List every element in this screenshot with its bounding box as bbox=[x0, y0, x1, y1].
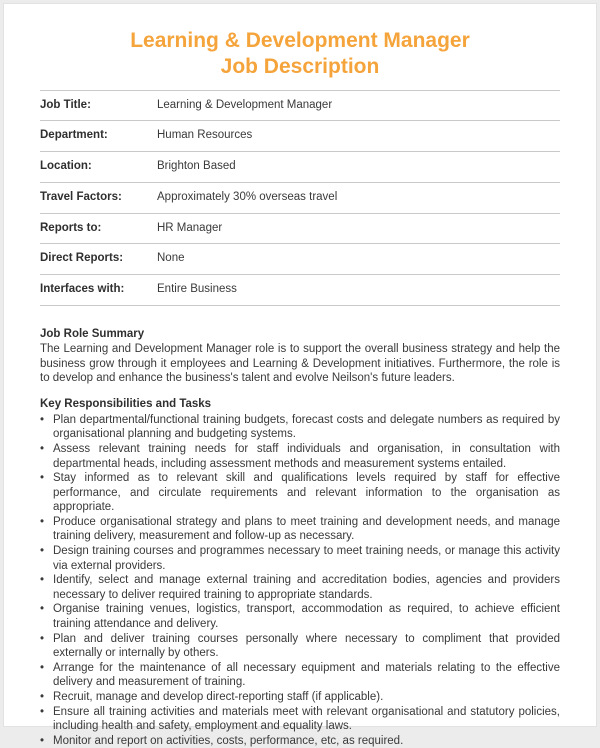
detail-label: Department: bbox=[40, 129, 108, 142]
list-item bbox=[40, 544, 560, 573]
list-item bbox=[40, 573, 560, 602]
list-item bbox=[40, 442, 560, 471]
detail-row bbox=[40, 275, 560, 306]
detail-value: Human Resources bbox=[157, 129, 253, 142]
detail-label: Direct Reports: bbox=[40, 252, 124, 265]
summary-paragraph: The Learning and Development Manager role is to support the overall business strategy and help the business grow through it employees and Learning & Development initiatives. Furthermore, the role is to develop and enhance the business's talent and evolve Neilson's future leaders. bbox=[40, 343, 560, 385]
document-title bbox=[40, 28, 560, 81]
detail-value: Approximately 30% overseas travel bbox=[157, 190, 338, 203]
list-item bbox=[40, 690, 560, 705]
detail-row bbox=[40, 244, 560, 275]
bullet-text: • Organise training venues, logistics, transport, accommodation as required, to achieve efficient training attendance and delivery. bbox=[53, 603, 560, 631]
bullet-text: • Ensure all training activities and materials meet with relevant organisational and statutory policies, including health and safety, employment and equality laws. bbox=[53, 705, 560, 733]
detail-label: Interfaces with: bbox=[40, 283, 125, 296]
document-title-line2: Job Description bbox=[220, 55, 380, 79]
detail-row bbox=[40, 121, 560, 152]
detail-value: Entire Business bbox=[157, 283, 237, 296]
responsibilities-heading: Key Responsibilities and Tasks bbox=[40, 397, 212, 410]
job-details-table bbox=[40, 90, 560, 307]
list-item bbox=[40, 661, 560, 690]
list-item bbox=[40, 705, 560, 734]
list-item bbox=[40, 471, 560, 515]
bullet-text: • Identify, select and manage external training and accreditation bodies, agencies and providers necessary to deliver required training to appropriate standards. bbox=[53, 574, 560, 601]
detail-label: Travel Factors: bbox=[40, 190, 122, 203]
detail-value: Learning & Development Manager bbox=[157, 98, 333, 111]
detail-label: Job Title: bbox=[40, 98, 91, 111]
detail-label: Location: bbox=[40, 160, 92, 173]
responsibilities-list bbox=[40, 413, 560, 748]
list-item bbox=[40, 413, 560, 442]
detail-row bbox=[40, 214, 560, 245]
detail-row bbox=[40, 183, 560, 214]
document-title-line1: Learning & Development Manager bbox=[130, 29, 470, 52]
bullet-text: • Recruit, manage and develop direct-reporting staff (if applicable). bbox=[53, 691, 384, 704]
list-item bbox=[40, 632, 560, 661]
list-item bbox=[40, 515, 560, 544]
bullet-text: • Assess relevant training needs for staff individuals and organisation, in consultation with departmental heads, including assessment methods and measurement systems entailed. bbox=[53, 442, 560, 470]
bullet-text: • Arrange for the maintenance of all necessary equipment and materials relating to the effective delivery and measurement of training. bbox=[53, 661, 560, 689]
detail-row bbox=[40, 152, 560, 183]
list-item bbox=[40, 602, 560, 631]
detail-row bbox=[40, 91, 560, 122]
detail-value: Brighton Based bbox=[157, 160, 236, 173]
responsibilities-section bbox=[40, 397, 560, 748]
job-role-summary-section bbox=[40, 327, 560, 386]
detail-value: None bbox=[157, 252, 185, 265]
document-page bbox=[3, 3, 597, 747]
bullet-text: • Design training courses and programmes necessary to meet training needs, or manage this activity via external providers. bbox=[53, 545, 560, 572]
bullet-text: • Plan and deliver training courses personally where necessary to compliment that provided externally or internally by others. bbox=[53, 632, 560, 660]
summary-heading: Job Role Summary bbox=[40, 328, 145, 341]
bullet-text: • Produce organisational strategy and plans to meet training and development needs, and manage training delivery, measurement and follow-up as necessary. bbox=[53, 515, 560, 543]
bullet-text: • Plan departmental/functional training budgets, forecast costs and delegate numbers as required by organisational planning and budgeting systems. bbox=[53, 413, 560, 441]
detail-value: HR Manager bbox=[157, 221, 223, 234]
detail-label: Reports to: bbox=[40, 221, 102, 234]
list-item bbox=[40, 734, 560, 748]
bullet-text: • Monitor and report on activities, costs, performance, etc, as required. bbox=[53, 734, 404, 747]
bullet-text: • Stay informed as to relevant skill and qualifications levels required by staff for effective performance, and circulate requirements and relevant information to the organisation as appropriate. bbox=[53, 472, 560, 514]
